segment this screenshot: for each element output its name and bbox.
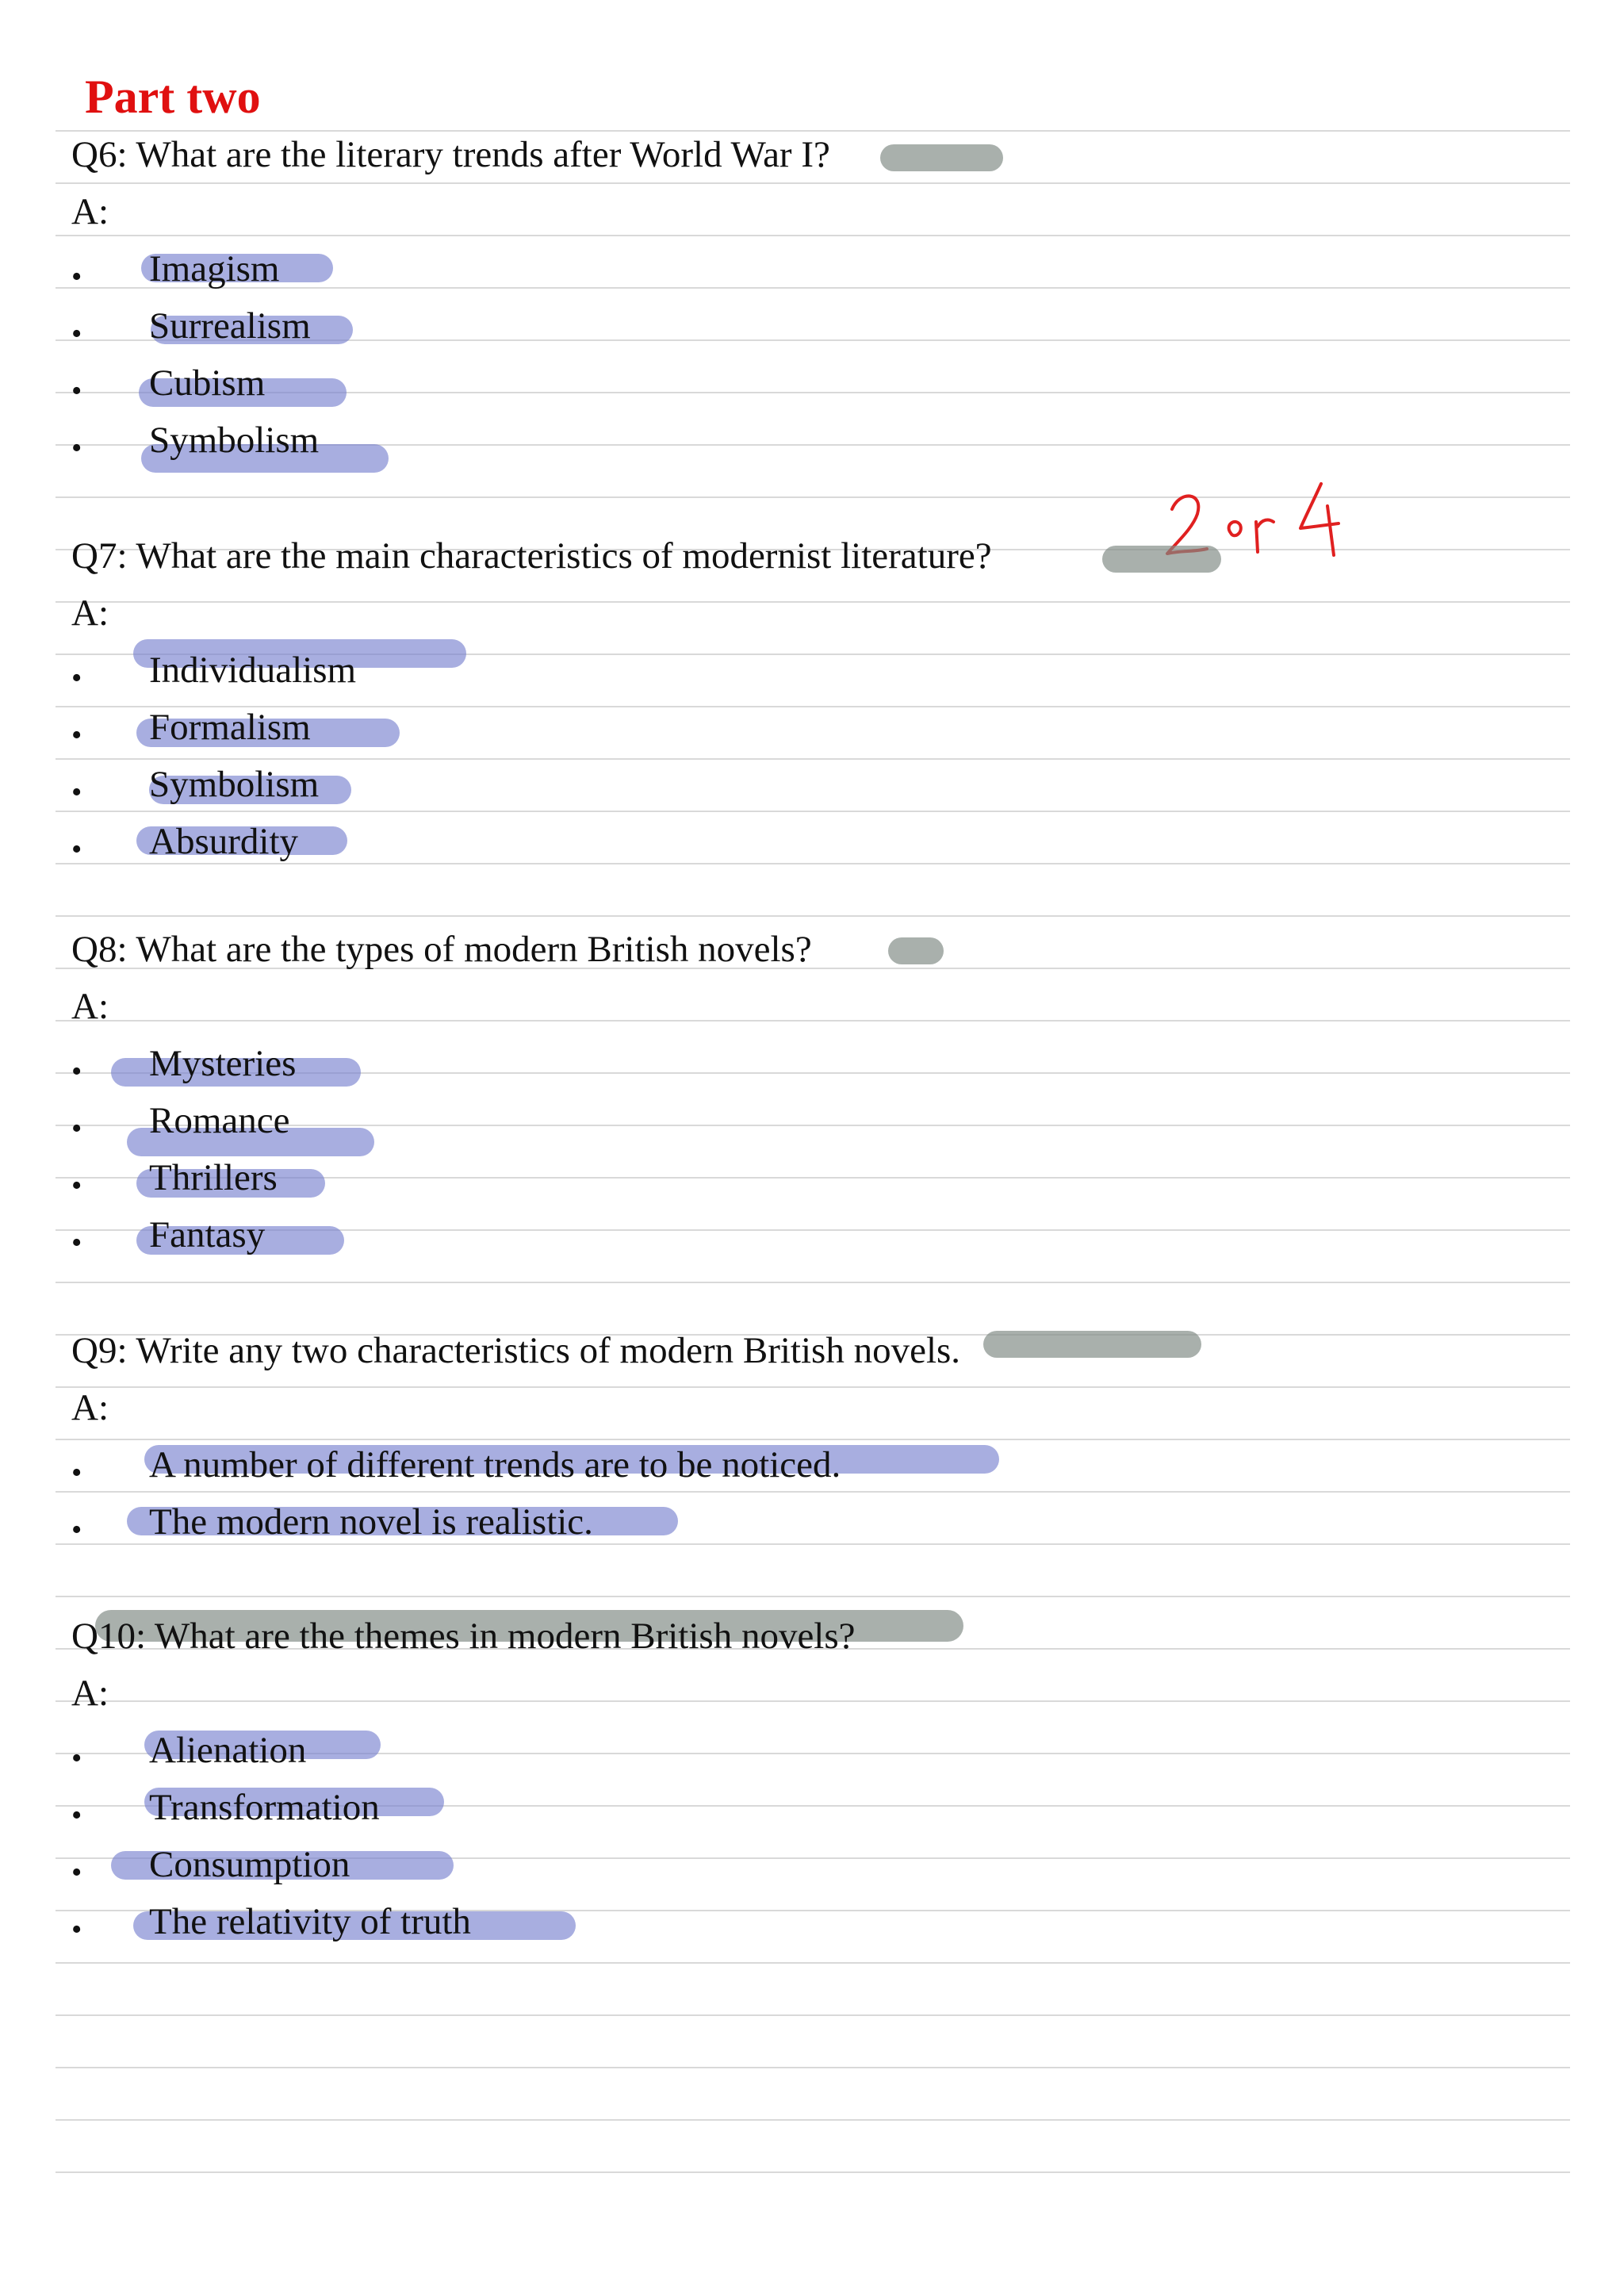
- answer-item: Surrealism: [149, 305, 311, 347]
- bullet-icon: •: [71, 1856, 82, 1889]
- ruled-line: [56, 915, 1570, 917]
- answer-item: Romance: [149, 1100, 290, 1141]
- answer-item: Formalism: [149, 707, 311, 748]
- answer-label: A:: [71, 986, 109, 1027]
- ruled-line: [56, 2067, 1570, 2068]
- answer-item: Imagism: [149, 248, 280, 289]
- bullet-icon: •: [71, 1169, 82, 1202]
- ruled-line: [56, 2014, 1570, 2016]
- answer-item: Transformation: [149, 1787, 380, 1828]
- answer-item: Thrillers: [149, 1157, 278, 1198]
- answer-item: Symbolism: [149, 764, 320, 805]
- ruled-line: [56, 1700, 1570, 1702]
- ruled-line: [56, 2119, 1570, 2121]
- question-text: Q7: What are the main characteristics of modernist literature?: [71, 535, 992, 577]
- bullet-icon: •: [71, 1226, 82, 1259]
- answer-item: A number of different trends are to be noticed.: [149, 1444, 841, 1485]
- answer-item: Alienation: [149, 1730, 307, 1771]
- bullet-icon: •: [71, 317, 82, 351]
- question-highlight: [880, 144, 1003, 171]
- ruled-line: [56, 1491, 1570, 1493]
- ruled-line: [56, 1282, 1570, 1283]
- ruled-line: [56, 2171, 1570, 2173]
- question-text: Q8: What are the types of modern British novels?: [71, 929, 812, 970]
- bullet-icon: •: [71, 1742, 82, 1775]
- bullet-icon: •: [71, 374, 82, 408]
- ruled-line: [56, 1020, 1570, 1022]
- bullet-icon: •: [71, 260, 82, 293]
- bullet-icon: •: [71, 1513, 82, 1547]
- ruled-line: [56, 811, 1570, 812]
- ruled-line: [56, 1962, 1570, 1964]
- answer-label: A:: [71, 592, 109, 634]
- ruled-line: [56, 758, 1570, 760]
- ruled-line: [56, 1543, 1570, 1545]
- bullet-icon: •: [71, 776, 82, 809]
- ruled-line: [56, 601, 1570, 603]
- answer-item: Fantasy: [149, 1214, 266, 1255]
- ruled-line: [56, 182, 1570, 184]
- question-text: Q6: What are the literary trends after World War I?: [71, 134, 830, 175]
- question-highlight: [983, 1331, 1201, 1358]
- ruled-line: [56, 287, 1570, 289]
- answer-item: Absurdity: [149, 821, 298, 862]
- answer-item: Mysteries: [149, 1043, 297, 1084]
- answer-item: Symbolism: [149, 420, 320, 461]
- bullet-icon: •: [71, 1055, 82, 1088]
- question-text: Q9: Write any two characteristics of modern British novels.: [71, 1330, 961, 1371]
- bullet-icon: •: [71, 661, 82, 695]
- question-highlight: [1102, 546, 1221, 573]
- bullet-icon: •: [71, 719, 82, 752]
- ruled-line: [56, 863, 1570, 864]
- ruled-line: [56, 1386, 1570, 1388]
- answer-item: The relativity of truth: [149, 1901, 471, 1942]
- bullet-icon: •: [71, 1112, 82, 1145]
- part-title: Part two: [85, 71, 261, 123]
- answer-item: The modern novel is realistic.: [149, 1501, 593, 1543]
- ruled-line: [56, 1596, 1570, 1597]
- answer-item: Cubism: [149, 362, 266, 404]
- bullet-icon: •: [71, 431, 82, 465]
- answer-label: A:: [71, 191, 109, 232]
- answer-item: Consumption: [149, 1844, 350, 1885]
- answer-label: A:: [71, 1673, 109, 1714]
- ruled-line: [56, 1439, 1570, 1440]
- question-highlight: [888, 937, 944, 964]
- answer-item: Individualism: [149, 650, 357, 691]
- ruled-line: [56, 130, 1570, 132]
- ruled-line: [56, 235, 1570, 236]
- bullet-icon: •: [71, 1456, 82, 1489]
- answer-label: A:: [71, 1387, 109, 1428]
- question-text: Q10: What are the themes in modern British novels?: [71, 1616, 856, 1657]
- bullet-icon: •: [71, 1913, 82, 1946]
- bullet-icon: •: [71, 1799, 82, 1832]
- bullet-icon: •: [71, 833, 82, 866]
